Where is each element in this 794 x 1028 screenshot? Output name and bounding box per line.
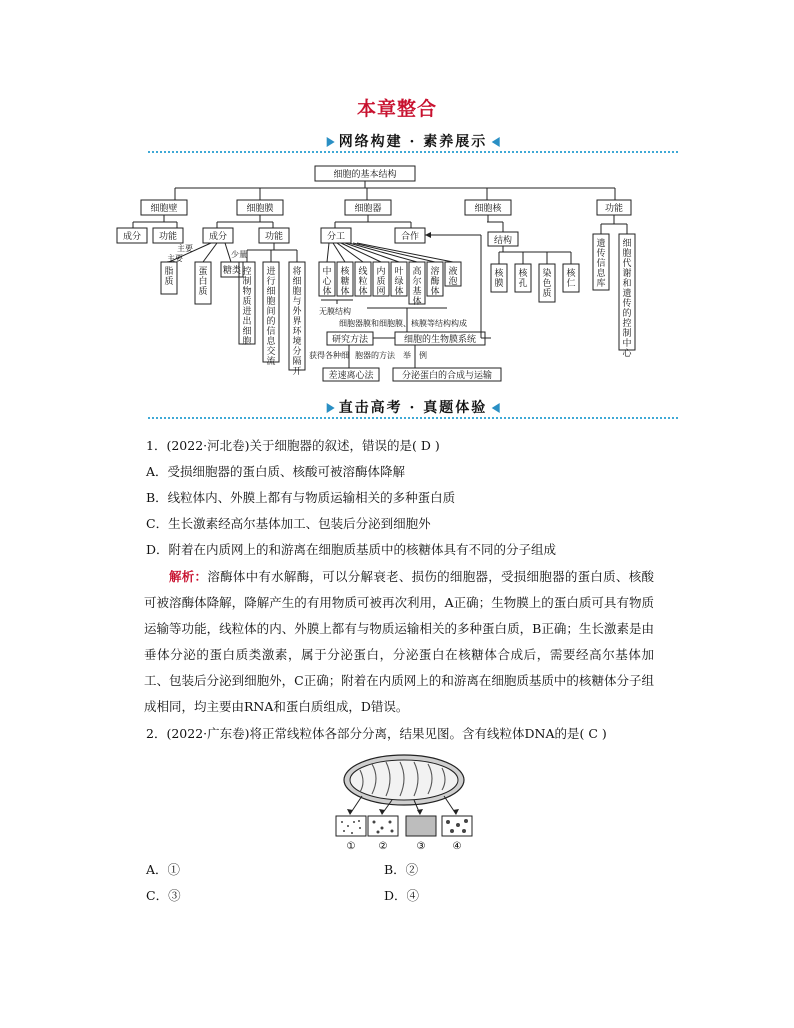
- vlabel-chloro: 叶绿体: [394, 267, 404, 297]
- banner-dotted-line: [148, 151, 678, 153]
- q1-option-a: A．受损细胞器的蛋白质、核酸可被溶酶体降解: [146, 464, 406, 479]
- arrowhead-icon: [425, 232, 431, 238]
- vlabel-func3: 将细胞与外界环境分隔开: [292, 267, 302, 377]
- q1-analysis: [144, 564, 654, 720]
- q2-option-a: A．①: [146, 862, 181, 877]
- label-centrifuge: 差速离心法: [328, 371, 374, 381]
- banner-text: 网络构建 · 素养展示: [338, 134, 488, 150]
- vlabel-centriole: 中心体: [322, 267, 332, 297]
- label-root: 细胞的基本结构: [333, 170, 397, 180]
- vlabel-er: 内质网: [376, 267, 386, 297]
- vlabel-control: 细胞代谢和遗传的控制中心: [622, 239, 632, 359]
- label-division: 分工: [326, 232, 346, 242]
- label-membrane-note: 细胞器膜和细胞膜、核膜等结构构成: [339, 319, 467, 328]
- banner-label: [317, 131, 510, 151]
- label-organelle-method: 胞器的方法: [355, 351, 395, 360]
- vlabel-mito: 线粒体: [358, 267, 368, 297]
- q1-option-d: D．附着在内质网上的和游离在细胞质基质中的核糖体具有不同的分子组成: [146, 542, 557, 557]
- label-method: 研究方法: [331, 335, 369, 345]
- q2-option-d: D．④: [384, 888, 420, 903]
- tube-label-1: ①: [346, 841, 356, 852]
- label-example: 举 例: [403, 351, 427, 360]
- banner-text: 直击高考 · 真题体验: [338, 400, 488, 416]
- label-wall-func: 功能: [158, 232, 178, 242]
- triangle-right-icon: [327, 137, 335, 147]
- label-main-2: 主要: [167, 254, 183, 263]
- label-biomembrane: 细胞的生物膜系统: [403, 335, 477, 345]
- triangle-left-icon: [491, 137, 499, 147]
- vlabel-genetic: 遗传信息库: [596, 239, 606, 289]
- section-banner-network: [148, 131, 678, 157]
- vlabel-func2: 进行细胞间的信息交流: [266, 267, 276, 367]
- vlabel-lipid: 脂质: [164, 267, 174, 287]
- triangle-left-icon: [491, 403, 499, 413]
- cell-structure-concept-map: [122, 162, 655, 387]
- label-cooperation: 合作: [400, 232, 420, 242]
- label-structure: 结构: [493, 236, 513, 246]
- analysis-text: 溶酶体中有水解酶，可以分解衰老、损伤的细胞器，受损细胞器的蛋白质、核酸可被溶酶体降解，降解产生的有用物质可被再次利用，A正确；生物膜上的蛋白质可具有物质运输等功能，线粒体的内、外膜上都有与物质运输相关的多种蛋白质，B正确；生长激素是由垂体分泌的蛋白质类激素，属于分泌蛋白，分泌蛋白在核糖体合成后，需要经高尔基体加工、包装后分泌到细胞外，C正确；附着在内质网上的和游离在细胞质基质中的核糖体分子组成相同，均主要由RNA和蛋白质组成，D错误。: [144, 569, 654, 714]
- vlabel-vacuole: 液泡: [448, 267, 458, 287]
- triangle-right-icon: [327, 403, 335, 413]
- banner-dotted-line: [148, 417, 678, 419]
- label-wall: 细胞壁: [150, 204, 178, 214]
- q2-stem: 2．(2022·广东卷)将正常线粒体各部分分离，结果见图。含有线粒体DNA的是( C ): [146, 726, 607, 741]
- label-wall-comp: 成分: [122, 232, 142, 242]
- label-membrane: 细胞膜: [246, 204, 274, 214]
- vlabel-nucleolus: 核仁: [566, 269, 576, 289]
- q2-option-c: C．③: [146, 888, 181, 903]
- vlabel-ribosome: 核糖体: [340, 267, 350, 297]
- label-nucleus: 细胞核: [474, 204, 502, 214]
- tube-label-4: ④: [452, 841, 462, 852]
- label-secretion: 分泌蛋白的合成与运输: [401, 371, 493, 381]
- label-mem-func: 功能: [264, 232, 284, 242]
- vlabel-nuc-membrane: 核膜: [494, 269, 504, 289]
- vlabel-chromatin: 染色质: [542, 269, 552, 299]
- vlabel-golgi: 高尔基体: [412, 267, 422, 307]
- vlabel-func1: 控制物质进出细胞: [242, 267, 252, 347]
- section-banner-exam: [148, 397, 678, 423]
- vlabel-nuc-pore: 核孔: [518, 269, 528, 289]
- analysis-label: 解析：: [169, 569, 208, 584]
- label-get-organelles: 获得各种细: [309, 351, 349, 360]
- label-no-membrane: 无膜结构: [319, 307, 351, 316]
- tube-label-2: ②: [378, 841, 388, 852]
- vlabel-protein: 蛋白质: [198, 267, 208, 297]
- label-sugar: 糖类: [222, 266, 242, 276]
- q1-option-b: B．线粒体内、外膜上都有与物质运输相关的多种蛋白质: [146, 490, 456, 505]
- label-function: 功能: [604, 204, 624, 214]
- tube-label-3: ③: [416, 841, 426, 852]
- label-main: 主要: [177, 244, 193, 253]
- vlabel-lyso: 溶酶体: [430, 267, 440, 297]
- banner-label: [317, 397, 510, 417]
- mitochondria-fractionation-figure: [332, 752, 482, 852]
- label-mem-comp: 成分: [208, 232, 228, 242]
- label-minor: 少量: [231, 250, 247, 259]
- q1-option-c: C．生长激素经高尔基体加工、包装后分泌到细胞外: [146, 516, 431, 531]
- q1-stem: 1．(2022·河北卷)关于细胞器的叙述，错误的是( D ): [146, 438, 440, 453]
- label-organelle: 细胞器: [354, 204, 382, 214]
- q2-option-b: B．②: [384, 862, 419, 877]
- chapter-title: 本章整合: [356, 98, 437, 120]
